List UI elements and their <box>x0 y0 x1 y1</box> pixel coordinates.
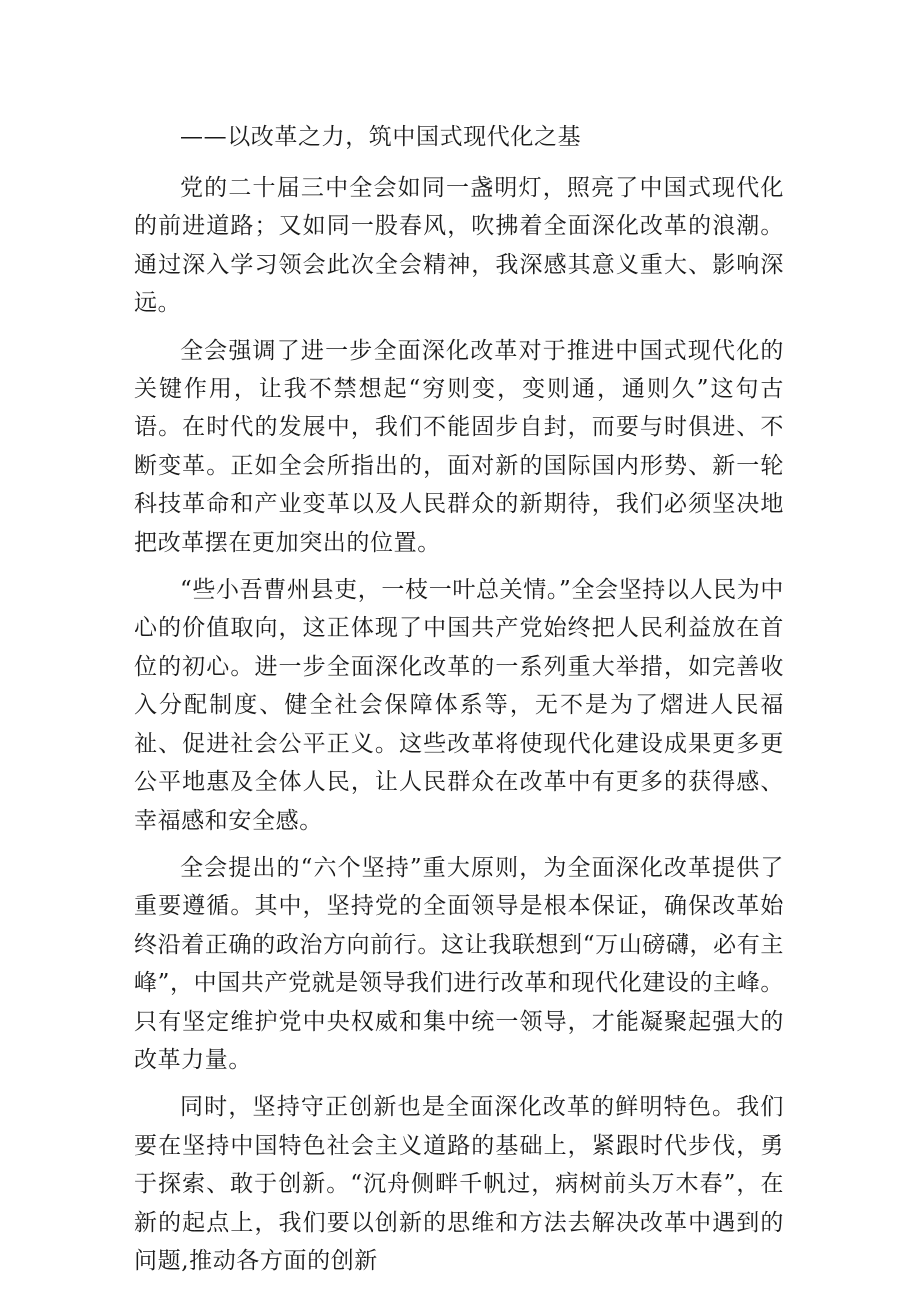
paragraph: 全会提出的“六个坚持”重大原则，为全面深化改革提供了重要遵循。其中，坚持党的全面领导是根本保证，确保改革始终沿着正确的政治方向前行。这让我联想到“万山磅礴，必有主峰”，中国共产党就是领导我们进行改革和现代化建设的主峰。只有坚定维护党中央权威和集中统一领导，才能凝聚起强大的改革力量。 <box>134 854 784 1073</box>
paragraph: 党的二十届三中全会如同一盏明灯，照亮了中国式现代化的前进道路；又如同一股春风，吹拂着全面深化改革的浪潮。通过深入学习领会此次全会精神，我深感其意义重大、影响深远。 <box>134 175 784 317</box>
paragraph: “些小吾曹州县吏，一枝一叶总关情。”全会坚持以人民为中心的价值取向，这正体现了中国共产党始终把人民利益放在首位的初心。进一步全面深化改革的一系列重大举措，如完善收入分配制度、健全社会保障体系等，无不是为了熠进人民福祉、促进社会公平正义。这些改革将使现代化建设成果更多更公平地惠及全体人民，让人民群众在改革中有更多的获得感、幸福感和安全感。 <box>134 577 784 834</box>
document-subtitle: ——以改革之力，筑中国式现代化之基 <box>180 124 582 150</box>
paragraph: 全会强调了进一步全面深化改革对于推进中国式现代化的关键作用，让我不禁想起“穷则变，变则通，通则久”这句古语。在时代的发展中，我们不能固步自封，而要与时俱进、不断变革。正如全会所指出的，面对新的国际国内形势、新一轮科技革命和产业变革以及人民群众的新期待，我们必须坚决地把改革摆在更加突出的位置。 <box>134 337 784 556</box>
document-body <box>134 114 784 1280</box>
paragraph: 同时，坚持守正创新也是全面深化改革的鲜明特色。我们要在坚持中国特色社会主义道路的基础上，紧跟时代步伐，勇于探索、敢于创新。“沉舟侧畔千帆过，病树前头万木春”，在新的起点上，我们要以创新的思维和方法去解决改革中遇到的问题,推动各方面的创新 <box>134 1094 784 1274</box>
